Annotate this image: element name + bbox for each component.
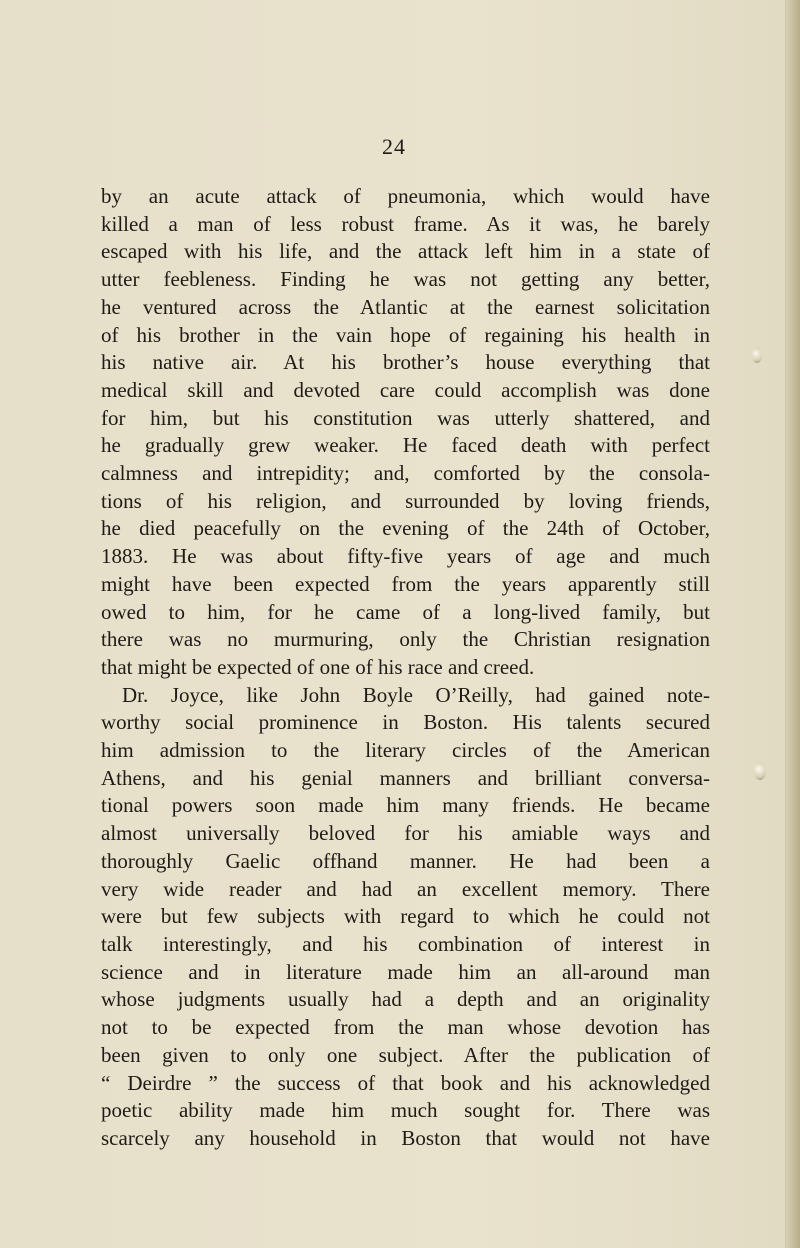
paragraph-1-line-1: by an acute attack of pneumonia, which would have bbox=[101, 184, 710, 208]
page-edge bbox=[785, 0, 800, 1248]
paragraph-1-line-18: that might be expected of one of his race and creed. bbox=[101, 654, 535, 679]
paragraph-2-line-7: thoroughly Gaelic offhand manner. He had been a bbox=[101, 848, 710, 873]
paragraph-2-line-13: not to be expected from the man whose devotion has bbox=[101, 1015, 710, 1040]
paragraph-1-line-3: escaped with his life, and the attack left him in a state of bbox=[101, 239, 710, 264]
paragraph-2-line-1: Dr. Joyce, like John Boyle O’Reilly, had gained note- bbox=[122, 682, 710, 707]
binding-hole-mark-lower bbox=[754, 762, 766, 780]
paragraph-1-line-10: he gradually grew weaker. He faced death with perfect bbox=[101, 433, 710, 458]
paragraph-2-line-5: tional powers soon made him many friends. He became bbox=[101, 793, 710, 818]
paragraph-2-line-2: worthy social prominence in Boston. His talents secured bbox=[101, 710, 710, 735]
binding-hole-mark-upper bbox=[752, 347, 762, 363]
paragraph-2-line-3: him admission to the literary circles of the American bbox=[101, 738, 710, 763]
paragraph-1-line-16: owed to him, for he came of a long-lived family, but bbox=[101, 599, 710, 624]
paragraph-1-line-17: there was no murmuring, only the Christian resignation bbox=[101, 627, 710, 652]
paragraph-1-line-4: utter feebleness. Finding he was not getting any better, bbox=[101, 267, 710, 292]
paragraph-2-line-17: scarcely any household in Boston that would not have bbox=[101, 1125, 710, 1150]
paragraph-1-line-2: killed a man of less robust frame. As it was, he barely bbox=[101, 211, 710, 236]
paragraph-1-line-6: of his brother in the vain hope of regaining his health in bbox=[101, 322, 710, 347]
paragraph-2-line-10: talk interestingly, and his combination of interest in bbox=[101, 931, 710, 956]
paragraph-1-line-8: medical skill and devoted care could accomplish was done bbox=[101, 377, 710, 402]
paragraph-2-line-6: almost universally beloved for his amiable ways and bbox=[101, 821, 710, 846]
paragraph-1-line-7: his native air. At his brother’s house everything that bbox=[101, 350, 710, 375]
paragraph-1-line-13: he died peacefully on the evening of the 24th of October, bbox=[101, 516, 710, 541]
paragraph-2-line-4: Athens, and his genial manners and brilliant conversa- bbox=[101, 765, 710, 790]
page-number: 24 bbox=[382, 134, 406, 159]
paragraph-1-line-5: he ventured across the Atlantic at the earnest solicitation bbox=[101, 294, 710, 319]
paragraph-1-line-9: for him, but his constitution was utterly shattered, and bbox=[101, 405, 710, 430]
paragraph-1-line-15: might have been expected from the years apparently still bbox=[101, 571, 710, 596]
paragraph-1-line-12: tions of his religion, and surrounded by loving friends, bbox=[101, 488, 710, 513]
paragraph-1-line-11: calmness and intrepidity; and, comforted by the consola- bbox=[101, 461, 710, 486]
paragraph-1-line-14: 1883. He was about fifty-five years of age and much bbox=[101, 544, 710, 569]
paragraph-2-line-14: been given to only one subject. After the publication of bbox=[101, 1042, 710, 1067]
paragraph-2-line-16: poetic ability made him much sought for. There was bbox=[101, 1098, 710, 1123]
body-text bbox=[101, 183, 710, 1153]
paragraph-2-line-11: science and in literature made him an all-around man bbox=[101, 959, 710, 984]
paragraph-2-line-12: whose judgments usually had a depth and an originality bbox=[101, 987, 710, 1012]
paragraph-2-line-15: “ Deirdre ” the success of that book and his acknowledged bbox=[101, 1070, 710, 1095]
paragraph-2-line-9: were but few subjects with regard to which he could not bbox=[101, 904, 710, 929]
paragraph-2-line-8: very wide reader and had an excellent memory. There bbox=[101, 876, 710, 901]
